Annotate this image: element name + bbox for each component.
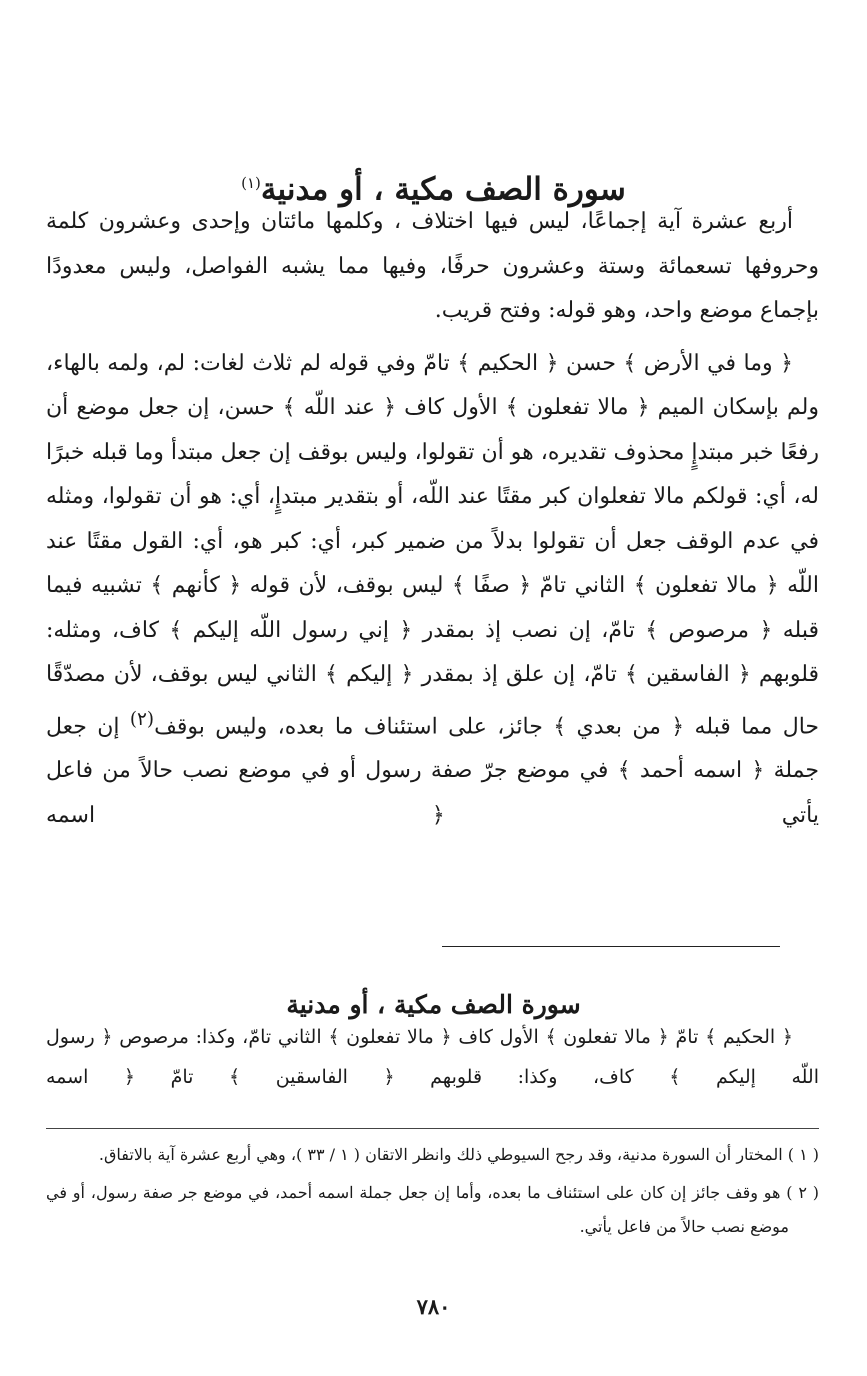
intro-paragraph: أربع عشرة آية إجماعًا، ليس فيها اختلاف ، وكلمها مائتان وإحدى وعشرون كلمة وحروفها تسعمائة وستة وعشرون حرفًا، وفيها مما يشبه الفواصل، وليس معدودًا بإجماع موضع واحد، وهو قوله: وفتح قريب. <box>46 209 819 323</box>
page-number: ٧٨٠ <box>416 1294 451 1319</box>
summary-title: سورة الصف مكية ، أو مدنية <box>286 989 581 1019</box>
footnote-2: ( ٢ ) هو وقف جائز إن كان على استئناف ما بعده، وأما إن جعل جملة اسمه أحمد، في موضع جر صفة رسول، أو في موضع نصب حالاً من فاعل يأتي. <box>46 1183 819 1236</box>
body-footnote-marker: (٢) <box>129 708 155 730</box>
section-divider <box>442 946 780 947</box>
body-paragraph <box>46 342 819 839</box>
footnote-divider <box>46 1128 819 1129</box>
main-text <box>46 200 819 848</box>
body-text-part-2: إن جعل جملة ﴿ اسمه أحمد ﴾ في موضع جرّ صفة رسول أو في موضع نصب حالاً من فاعل يأتي ﴿ اسمه <box>46 713 819 828</box>
body-text-part-1: ﴿ وما في الأرض ﴾ حسن ﴿ الحكيم ﴾ تامّ وفي قوله لم ثلاث لغات: لم، ولمه بالهاء، ولم بإسكان الميم ﴿ مالا تفعلون ﴾ الأول كاف ﴿ عند اللّه ﴾ حسن، إن جعل موضع أن رفعًا خبر مبتدإٍ محذوف تقديره، هو أن تقولوا، وليس بوقف إن جعل مبتدأ وما قبله خبرًا له، أي: قولكم مالا تفعلوان كبر مقتًا عند اللّه، أو بتقدير مبتدإٍ، أي: هو أن تقولوا، ومثله في عدم الوقف جعل أن تقولوا بدلاً من ضمير كبر، أي: كبر هو، أي: القول مقتًا عند اللّه ﴿ مالا تفعلون ﴾ الثاني تامّ ﴿ صفًا ﴾ ليس بوقف، لأن قوله ﴿ كأنهم ﴾ تشبيه فيما قبله ﴿ مرصوص ﴾ تامّ، إن نصب إذ بمقدر ﴿ إني رسول اللّه إليكم ﴾ كاف، ومثله: قلوبهم ﴿ الفاسقين ﴾ تامّ، إن علق إذ بمقدر ﴿ إليكم ﴾ الثاني ليس بوقف، لأن مصدّقًا حال مما قبله ﴿ من بعدي ﴾ جائز، على استئناف ما بعده، وليس بوقف <box>46 350 819 739</box>
title-footnote-marker: (١) <box>241 173 261 192</box>
footnote-1: ( ١ ) المختار أن السورة مدنية، وقد رجح السيوطي ذلك وانظر الاتقان ( ١ / ٣٣ )، وهي أربع عشرة آية بالاتفاق. <box>98 1145 819 1164</box>
footnotes <box>46 1138 819 1248</box>
surah-title-text: سورة الصف مكية ، أو مدنية <box>260 171 626 208</box>
summary-paragraph: ﴿ الحكيم ﴾ تامّ ﴿ مالا تفعلون ﴾ الأول كاف ﴿ مالا تفعلون ﴾ الثاني تامّ، وكذا: مرصوص ﴿ رسول اللّه إليكم ﴾ كاف، وكذا: قلوبهم ﴿ الفاسقين ﴾ تامّ ﴿ اسمه <box>46 1026 819 1088</box>
